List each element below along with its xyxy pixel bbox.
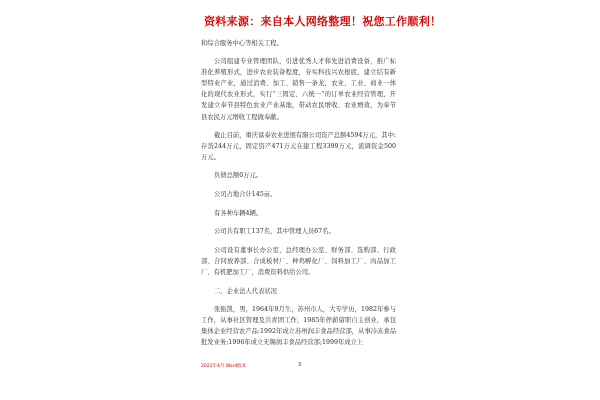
- page-number: 3: [298, 362, 302, 368]
- paragraph-departments: 公司设有董事长办公室、总经理办公室、财务部、选购部、行政部、合同放养部、合成板材厂、种鸡孵化厂、饲料加工厂、肉品加工厂、有机肥加工厂，消费资料供给公司。: [201, 246, 396, 276]
- paragraph-representative-bio: 张振凯，男，1964年9月生，苏州市人，大专学历，1982年参与工作，从事社区管理及共青团工作，1985年停薪留职自主创业，承包集体企业经营农产品:1992年成立苏州润丰食品经营部，从事冷冻食品批发业务;1996年成立无锡润丰食品经营部;1999年成立上: [201, 306, 396, 347]
- paragraph-management-team: 公司组建专业管理团队，引进优秀人才和先进消费设备，推广标准化养殖形式，进步农业装备程度，夯实科技兴农根底，建立结有新型特业产业，通过消费、加工、销售一条龙，农业、工业、商业一体化的现代农业形式，实行“三固定、六统一”的订单农业经营管理，开发建立奉节县特色农业产业基地，带动农民增收、农业增效，为奉节县农民万元增收工程做奉献。: [201, 58, 396, 121]
- paragraph-continuation: 和综合服务中心等相关工程。: [201, 40, 283, 47]
- paragraph-liabilities: 负债总额0万元。: [214, 172, 263, 180]
- section-heading-legal-representative: 二、企业法人代表状况: [214, 287, 277, 295]
- source-banner: 资料来源：来自本人网络整理！祝您工作顺利！: [204, 15, 442, 28]
- paragraph-vehicles: 有各种车辆4辆。: [214, 209, 263, 217]
- paragraph-land-area: 公司占地合计145亩。: [214, 191, 277, 199]
- paragraph-assets: 截止目前，重庆富泰农业进展有限公司资产总额4594万元，其中:存货244万元，固定资产471万元在建工程3399万元，流调资金500万元。: [201, 131, 396, 161]
- paragraph-staff: 公司共有职工137名，其中管理人员67名。: [214, 228, 335, 236]
- document-body: [201, 38, 396, 349]
- page-footer: [201, 362, 396, 372]
- footer-date-version: 2021年4月 Word版本: [201, 364, 247, 369]
